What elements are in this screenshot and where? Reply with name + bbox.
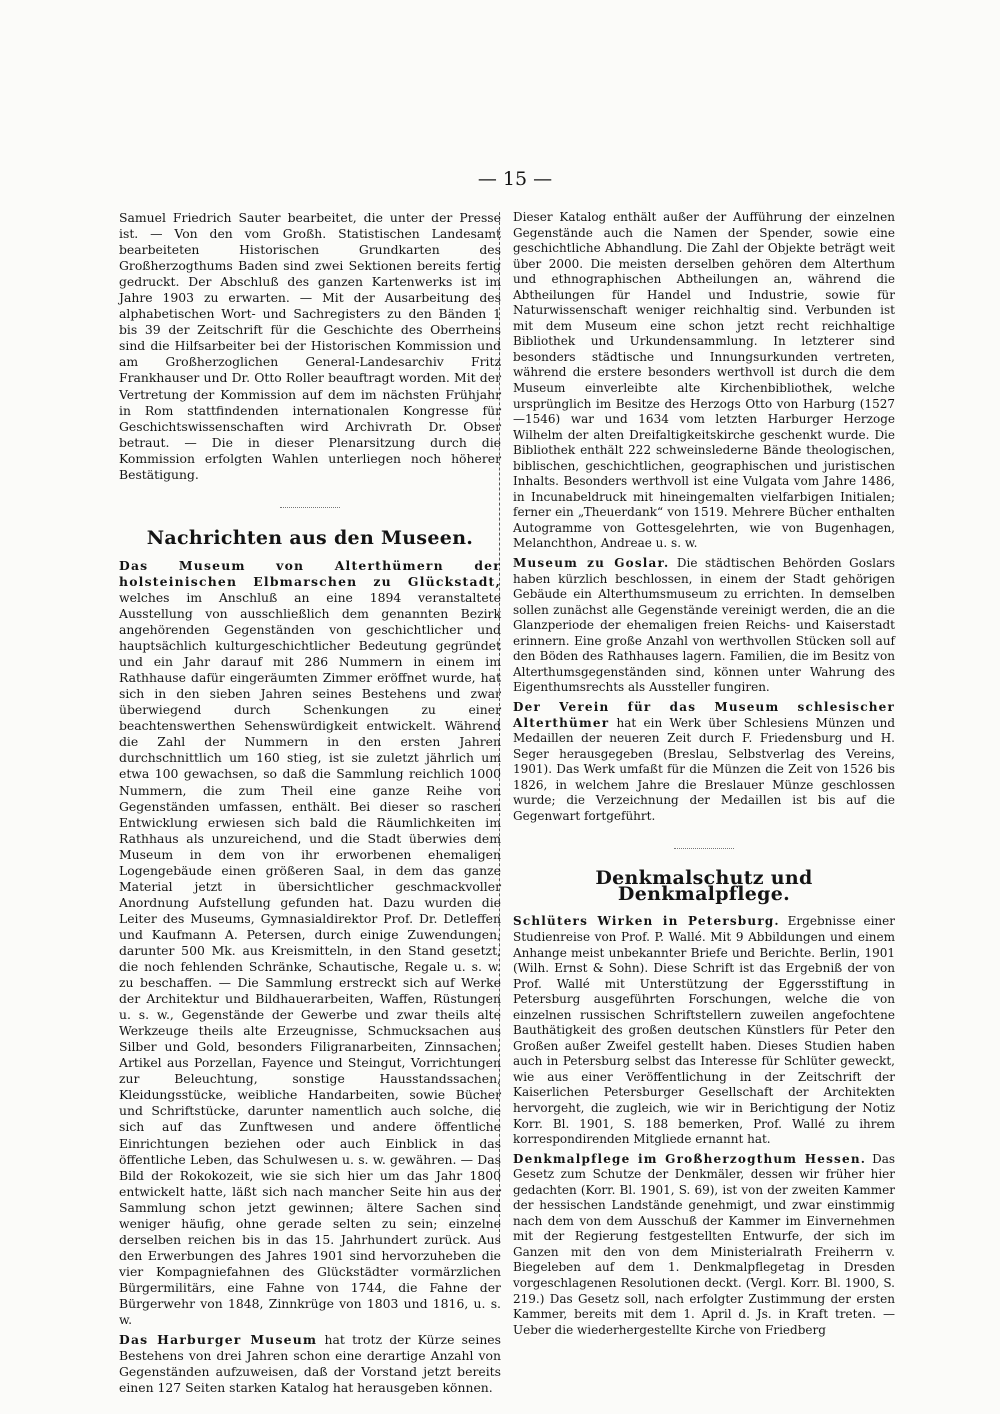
page-number: — 15 — bbox=[477, 168, 553, 190]
entry-lead: Das Harburger Museum bbox=[119, 1332, 318, 1348]
museum-entry bbox=[513, 556, 895, 696]
museum-entry bbox=[513, 210, 895, 552]
entry-lead: Das Museum von Alterthümern der holsteinischen Elbmarschen zu Glückstadt, bbox=[119, 557, 501, 589]
entry-lead: Museum zu Goslar. bbox=[513, 556, 670, 571]
entry-text: Die städtischen Behörden Goslars haben kürzlich beschlossen, in einem der Stadt gehörigen Gebäude ein Alterthumsmuseum zu errichten. In demselben sollen zunächst alle Gegenstände vereinigt werden, die an die Glanzperiode der ehemaligen freien Reichs- und Kaiserstadt erinnern. Eine große Anzahl von werthvollen Stücken soll auf den Böden des Rathhauses lagern. Familien, die im Besitz von Alterthumsgegenständen sind, können unter Wahrung des Eigenthumsrechts als Aussteller fungiren. bbox=[513, 556, 896, 695]
entry-text: Dieser Katalog enthält außer der Aufführung der einzelnen Gegenstände auch die Namen der Spender, sowie eine geschichtliche Abhandlung. Die Zahl der Objekte beträgt weit über 2000. Die meisten derselben gehören dem Alterthum und ethnographischen Abtheilungen an, während die Abtheilungen für Handel und Industrie, sowie für Naturwissenschaft weniger reichhaltig sind. Verbunden ist mit dem Museum eine schon jetzt recht reichhaltige Bibliothek und Urkundensammlung. In letzterer sind besonders städtische und Innungsurkunden vertreten, während die erstere besonders werthvoll ist durch die dem Museum einverleibte alte Kirchenbibliothek, welche ursprünglich im Besitze des Herzogs Otto von Harburg (1527—1546) war und 1634 vom letzten Harburger Herzoge Wilhelm der alten Dreifaltigkeitskirche geschenkt wurde. Die Bibliothek enthält 222 schweinslederne Bände theologischen, biblischen, geschichtlichen, geographischen und juristischen Inhalts. Besonders werthvoll ist eine Vulgata vom Jahre 1486, in Incunabeldruck mit hineingemalten vielfarbigen Initialen; ferner ein „Theuerdank“ von 1519. Mehrere Bücher enthalten Autogramme von Gottesgelehrten, wie von Bugenhagen, Melanchthon, Andreae u. s. w. bbox=[513, 210, 895, 551]
museum-entry bbox=[513, 700, 895, 824]
entry-lead: Schlüters Wirken in Petersburg. bbox=[513, 914, 780, 929]
entry-text: welches im Anschluß an eine 1894 veranstaltete Ausstellung von ausschließlich dem genannten Bezirk angehörenden Gegenständen von geschichtlicher und hauptsächlich kulturgeschichtlicher Bedeutung gegründet und ein Jahr darauf mit 286 Nummern in einem im Rathhause dafür eingeräumten Zimmer eröffnet wurde, hat sich in den sieben Jahren seines Bestehens und zwar überwiegend durch Schenkungen zu einer beachtenswerthen Sehenswürdigkeit entwickelt. Während die Zahl der Nummern in den ersten Jahren durchschnittlich um 160 stieg, ist sie zuletzt jährlich um etwa 100 gewachsen, so daß die Sammlung reichlich 1000 Nummern, die zum Theil eine ganze Reihe von Gegenständen umfassen, enthält. Bei dieser so raschen Entwicklung erwiesen sich bald die Räumlichkeiten im Rathhaus als unzureichend, und die Stadt überwies dem Museum in dem von ihr erworbenen ehemaligen Logengebäude einen größeren Saal, in dem das ganze Material jetzt in übersichtlicher geschmackvoller Anordnung Aufstellung gefunden hat. Dazu wurden die Leiter des Museums, Gymnasialdirektor Prof. Dr. Detleffen und Kaufmann A. Petersen, durch einige Zuwendungen, darunter 500 Mk. aus Kreismitteln, in den Stand gesetzt, die noch fehlenden Schränke, Schautische, Regale u. s. w. zu beschaffen. — Die Sammlung erstreckt sich auf Werke der Architektur und Bildhauerarbeiten, Waffen, Rüstungen u. s. w., Gegenstände der Gewerbe und zwar theils alte Werkzeuge theils alte Erzeugnisse, Schmucksachen aus Silber und Gold, besonders Filigranarbeiten, Zinnsachen, Artikel aus Porzellan, Fayence und Steingut, Vorrichtungen zur Beleuchtung, sonstige Hausstandssachen, Kleidungsstücke, weibliche Handarbeiten, sowie Bücher und Schriftstücke, darunter namentlich auch solche, die sich auf das Zunftwesen und andere öffentliche Einrichtungen beziehen oder auch Einblick in das öffentliche Leben, das Schulwesen u. s. w. gewähren. — Das Bild der Rokokozeit, wie sie sich hier um das Jahr 1800 entwickelt hatte, läßt sich nach mancher Seite hin aus der Sammlung schon jetzt gewinnen; ältere Sachen sind weniger häufig, ohne gerade selten zu sein; einzelne derselben reichen bis in das 15. Jahrhundert zurück. Aus den Erwerbungen des Jahres 1901 sind hervorzuheben die vier Kompagniefahnen des Glückstädter vormärzlichen Bürgermilitärs, eine Fahne von 1744, die Fahne der Bürgerwehr von 1848, Zinnkrüge von 1803 und 1816, u. s. w. bbox=[119, 589, 501, 1328]
intro-paragraph: Samuel Friedrich Sauter bearbeitet, die unter der Presse ist. — Von den vom Großh. Statistischen Landesamt bearbeiteten Historischen Grundkarten des Großherzogthums Baden sind zwei Sektionen bereits fertig gedruckt. Der Abschluß des ganzen Kartenwerks ist im Jahre 1903 zu erwarten. — Mit der Ausarbeitung des alphabetischen Wort- und Sachregisters zu den Bänden 1 bis 39 der Zeitschrift für die Geschichte des Oberrheins sind die Hilfsarbeiter bei der Historischen Kommission und am Großherzoglichen General-Landesarchiv Fritz Frankhauser und Dr. Otto Roller beauftragt worden. Mit der Vertretung der Kommission auf dem im nächsten Frühjahr in Rom stattfindenden internationalen Kongresse für Geschichtswissenschaften wird Archivrath Dr. Obser betraut. — Die in dieser Plenarsitzung durch die Kommission erfolgten Wahlen unterliegen noch höherer Bestätigung. bbox=[119, 210, 501, 482]
section-heading-museen: Nachrichten aus den Museen. bbox=[146, 526, 474, 549]
entry-text: hat trotz der Kürze seines Bestehens von drei Jahren schon eine derartige Anzahl von Gegenständen aufzuweisen, daß der Vorstand jetzt bereits einen 127 Seiten starken Katalog hat herausgeben können. bbox=[119, 1332, 501, 1396]
right-column bbox=[513, 210, 895, 1342]
section-separator bbox=[280, 507, 340, 508]
section-heading-denkmalschutz: Denkmalschutz und Denkmalpflege. bbox=[595, 867, 813, 905]
entry-text: hat ein Werk über Schlesiens Münzen und Medaillen der neueren Zeit durch F. Friedensburg und H. Seger herausgegeben (Breslau, Selbstverlag des Vereins, 1901). Das Werk umfaßt für die Münzen die Zeit von 1526 bis 1826, in welchem Jahre die Breslauer Münze geschlossen wurde; die Verzeichnung der Medaillen ist bis auf die Gegenwart fortgeführt. bbox=[513, 715, 895, 823]
left-column bbox=[119, 210, 501, 1400]
entry-text: Das Gesetz zum Schutze der Denkmäler, dessen wir früher hier gedachten (Korr. Bl. 1901, S. 69), ist von der zweiten Kammer der hessischen Landstände genehmigt, und zwar einstimmig nach dem von dem Ausschuß der Kammer im Einvernehmen mit der Regierung festgestellten Entwurfe, der sich im Ganzen mit den von dem Ministerialrath Freiherrn v. Biegeleben auf dem 1. Denkmalpflegetag in Dresden vorgeschlagenen Resolutionen deckt. (Vergl. Korr. Bl. 1900, S. 219.) Das Gesetz soll, nach erfolgter Zustimmung der ersten Kammer, bereits mit dem 1. April d. Js. in Kraft treten. — Ueber die wiederhergestellte Kirche von Friedberg bbox=[513, 1151, 896, 1337]
entry-lead: Denkmalpflege im Großherzogthum Hessen. bbox=[513, 1151, 867, 1166]
museum-entry bbox=[119, 558, 501, 1328]
denkmal-entry bbox=[513, 1152, 895, 1339]
section-separator bbox=[674, 848, 734, 849]
museum-entry bbox=[119, 1332, 501, 1396]
entry-text: Ergebnisse einer Studienreise von Prof. P. Wallé. Mit 9 Abbildungen und einem Anhange meist unbekannter Briefe und Berichte. Berlin, 1901 (Wilh. Ernst & Sohn). Diese Schrift ist das Ergebniß der von Prof. Wallé mit Unterstützung der Eggersstiftung in Petersburg ausgeführten Forschungen, welche die von einzelnen russischen Schriftstellern zuweilen angefochtene Bauthätigkeit des großen deutschen Künstlers für Peter den Großen außer Zweifel gestellt haben. Dieses Studien haben auch in Petersburg selbst das Interesse für Schlüter geweckt, wie aus einer Veröffentlichung in der Zeitschrift der Kaiserlichen Petersburger Gesellschaft der Architekten hervorgeht, die zugleich, wie wir in Berichtigung der Notiz Korr. Bl. 1901, S. 188 bemerken, Prof. Wallé zu ihrem korrespondirenden Mitgliede ernannt hat. bbox=[513, 914, 895, 1147]
denkmal-entry bbox=[513, 914, 895, 1147]
entry-lead: Der Verein für das Museum schlesischer Alterthümer bbox=[513, 699, 895, 730]
